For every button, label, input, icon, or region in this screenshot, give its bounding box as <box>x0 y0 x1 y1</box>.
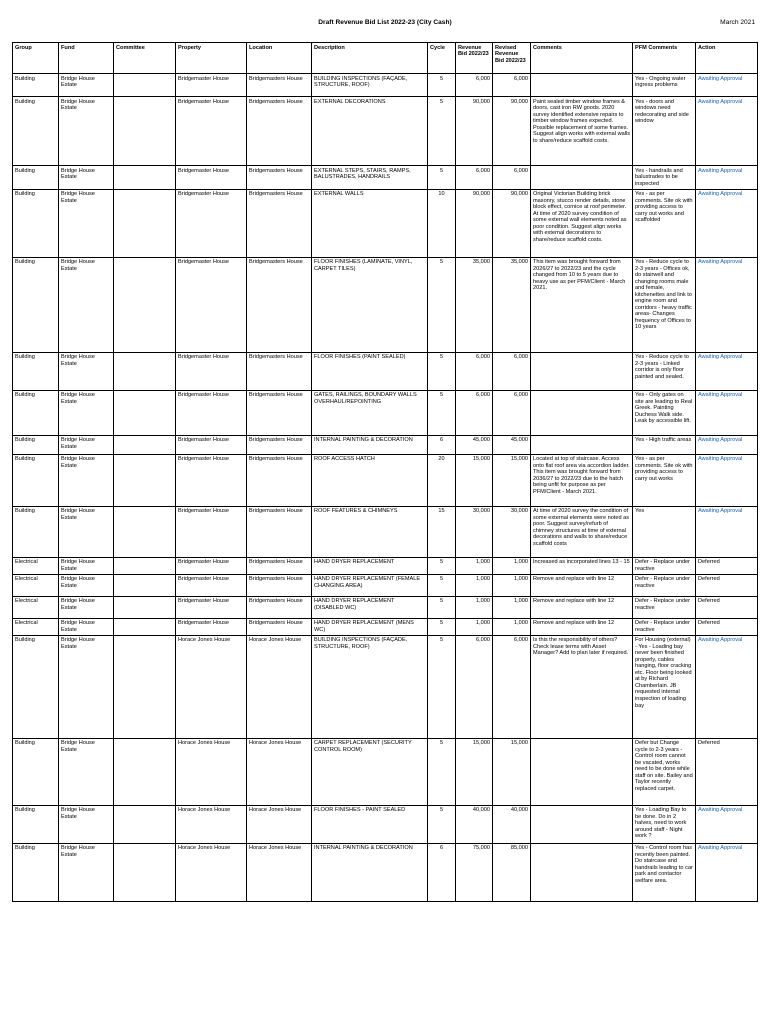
cell-description: GATES, RAILINGS, BOUNDARY WALLS OVERHAUL/REPOINTING <box>312 390 428 435</box>
table-row <box>13 352 758 390</box>
cell-action: Deferred <box>696 738 758 805</box>
cell-group: Electrical <box>13 557 59 574</box>
cell-description: ROOF FEATURES & CHIMNEYS <box>312 506 428 557</box>
cell-location: Bridgemasters House <box>247 454 312 506</box>
column-header-property: Property <box>176 43 247 74</box>
cell-comments: Is this the responsibility of others? Check lease terms with Asset Manager? Add to plan later if required. <box>531 635 633 738</box>
cell-fund: Bridge House Estate <box>59 189 114 257</box>
cell-revised-bid: 35,000 <box>493 257 531 352</box>
cell-revenue-bid: 90,000 <box>456 97 493 166</box>
cell-action: Awaiting Approval <box>696 454 758 506</box>
table-row <box>13 435 758 454</box>
cell-comments <box>531 74 633 97</box>
cell-committee <box>114 738 176 805</box>
cell-committee <box>114 506 176 557</box>
column-header-pfm-comments: PFM Comments <box>633 43 696 74</box>
cell-fund: Bridge House Estate <box>59 390 114 435</box>
cell-description: INTERNAL PAINTING & DECORATION <box>312 843 428 901</box>
cell-group: Building <box>13 843 59 901</box>
cell-action: Awaiting Approval <box>696 166 758 190</box>
cell-revenue-bid: 40,000 <box>456 805 493 843</box>
cell-revenue-bid: 90,000 <box>456 189 493 257</box>
cell-pfm-comments: Defer - Replace under reactive <box>633 574 696 596</box>
cell-committee <box>114 596 176 618</box>
table-row <box>13 635 758 738</box>
column-header-revenue-bid: Revenue Bid 2022/23 <box>456 43 493 74</box>
cell-location: Bridgemasters House <box>247 352 312 390</box>
cell-description: INTERNAL PAINTING & DECORATION <box>312 435 428 454</box>
cell-pfm-comments: Defer - Replace under reactive <box>633 618 696 635</box>
table-row <box>13 557 758 574</box>
cell-location: Bridgemasters House <box>247 166 312 190</box>
cell-location: Horace Jones House <box>247 635 312 738</box>
cell-action: Awaiting Approval <box>696 257 758 352</box>
cell-revenue-bid: 6,000 <box>456 166 493 190</box>
cell-cycle: 5 <box>428 574 456 596</box>
cell-location: Bridgemasters House <box>247 435 312 454</box>
cell-location: Bridgemasters House <box>247 74 312 97</box>
cell-revenue-bid: 6,000 <box>456 74 493 97</box>
cell-group: Building <box>13 74 59 97</box>
cell-property: Bridgemaster House <box>176 557 247 574</box>
cell-revenue-bid: 1,000 <box>456 618 493 635</box>
cell-property: Bridgemaster House <box>176 506 247 557</box>
cell-description: ROOF ACCESS HATCH <box>312 454 428 506</box>
cell-revenue-bid: 75,000 <box>456 843 493 901</box>
cell-description: EXTERNAL WALLS <box>312 189 428 257</box>
cell-property: Horace Jones House <box>176 805 247 843</box>
cell-property: Bridgemaster House <box>176 257 247 352</box>
cell-property: Bridgemaster House <box>176 454 247 506</box>
cell-cycle: 5 <box>428 596 456 618</box>
cell-revised-bid: 6,000 <box>493 635 531 738</box>
cell-revised-bid: 90,000 <box>493 189 531 257</box>
table-row <box>13 596 758 618</box>
cell-location: Bridgemasters House <box>247 618 312 635</box>
cell-property: Horace Jones House <box>176 843 247 901</box>
cell-cycle: 10 <box>428 189 456 257</box>
cell-fund: Bridge House Estate <box>59 805 114 843</box>
cell-property: Bridgemaster House <box>176 166 247 190</box>
cell-committee <box>114 390 176 435</box>
cell-cycle: 6 <box>428 435 456 454</box>
table-body <box>13 74 758 902</box>
cell-revenue-bid: 1,000 <box>456 596 493 618</box>
cell-pfm-comments: Yes - Control room has recently been painted. Do staircase and handrails leading to car park and contactor welfare area. <box>633 843 696 901</box>
column-header-group: Group <box>13 43 59 74</box>
cell-cycle: 5 <box>428 97 456 166</box>
cell-revised-bid: 1,000 <box>493 574 531 596</box>
cell-group: Building <box>13 454 59 506</box>
cell-location: Bridgemasters House <box>247 557 312 574</box>
cell-revised-bid: 40,000 <box>493 805 531 843</box>
cell-property: Bridgemaster House <box>176 97 247 166</box>
cell-group: Building <box>13 352 59 390</box>
cell-location: Bridgemasters House <box>247 257 312 352</box>
cell-comments <box>531 166 633 190</box>
cell-cycle: 5 <box>428 166 456 190</box>
cell-location: Bridgemasters House <box>247 596 312 618</box>
cell-committee <box>114 843 176 901</box>
cell-revised-bid: 45,000 <box>493 435 531 454</box>
cell-revised-bid: 1,000 <box>493 618 531 635</box>
cell-committee <box>114 618 176 635</box>
cell-cycle: 5 <box>428 738 456 805</box>
cell-property: Bridgemaster House <box>176 435 247 454</box>
cell-revenue-bid: 35,000 <box>456 257 493 352</box>
cell-pfm-comments: Yes - High traffic areas <box>633 435 696 454</box>
cell-fund: Bridge House Estate <box>59 843 114 901</box>
cell-group: Building <box>13 189 59 257</box>
cell-property: Horace Jones House <box>176 738 247 805</box>
cell-pfm-comments: For Housing (external) - Yes - Loading bay never been finished properly, cables hanging, floor cracking etc. Floor being looked at by Richard Chamberlain. JB requested internal inspection of loading bay <box>633 635 696 738</box>
column-header-fund: Fund <box>59 43 114 74</box>
cell-cycle: 20 <box>428 454 456 506</box>
cell-property: Horace Jones House <box>176 635 247 738</box>
column-header-cycle: Cycle <box>428 43 456 74</box>
cell-comments: Remove and replace with line 12 <box>531 596 633 618</box>
table-row <box>13 74 758 97</box>
cell-action: Deferred <box>696 557 758 574</box>
cell-cycle: 5 <box>428 352 456 390</box>
revenue-bid-table <box>12 42 758 902</box>
cell-pfm-comments: Yes - Loading Bay to be done. Do in 2 halves, need to work around staff - Night work ? <box>633 805 696 843</box>
cell-pfm-comments: Yes - as per comments. Site ok with providing access to carry out works <box>633 454 696 506</box>
cell-committee <box>114 805 176 843</box>
cell-description: HAND DRYER REPLACEMENT <box>312 557 428 574</box>
table-row <box>13 805 758 843</box>
cell-cycle: 5 <box>428 74 456 97</box>
cell-fund: Bridge House Estate <box>59 257 114 352</box>
cell-comments: At time of 2020 survey the condition of some external elements were noted as poor. Suggest survey/refurb of chimney structures at time of external decorations and walls to share/reduce scaffold costs <box>531 506 633 557</box>
cell-property: Bridgemaster House <box>176 596 247 618</box>
cell-fund: Bridge House Estate <box>59 618 114 635</box>
cell-property: Bridgemaster House <box>176 574 247 596</box>
cell-committee <box>114 166 176 190</box>
cell-fund: Bridge House Estate <box>59 454 114 506</box>
cell-fund: Bridge House Estate <box>59 596 114 618</box>
cell-comments <box>531 843 633 901</box>
column-header-committee: Committee <box>114 43 176 74</box>
cell-action: Awaiting Approval <box>696 74 758 97</box>
table-row <box>13 454 758 506</box>
cell-pfm-comments: Defer but Change cycle to 2-3 years - Control room cannot be vacated, works need to be done while staff on site. Bailey and Taylor recently replaced carpet. <box>633 738 696 805</box>
cell-location: Bridgemasters House <box>247 390 312 435</box>
table-row <box>13 843 758 901</box>
cell-revenue-bid: 6,000 <box>456 390 493 435</box>
cell-committee <box>114 574 176 596</box>
table-row <box>13 189 758 257</box>
table-row <box>13 574 758 596</box>
cell-action: Awaiting Approval <box>696 189 758 257</box>
cell-comments <box>531 435 633 454</box>
cell-description: HAND DRYER REPLACEMENT (MENS WC) <box>312 618 428 635</box>
table-header-row <box>13 43 758 74</box>
cell-pfm-comments: Yes - handrails and balustrades to be inspected <box>633 166 696 190</box>
table-row <box>13 257 758 352</box>
cell-pfm-comments: Yes - Reduce cycle to 2-3 years - Linked corridor is only floor painted and sealed. <box>633 352 696 390</box>
cell-committee <box>114 257 176 352</box>
cell-revised-bid: 15,000 <box>493 454 531 506</box>
cell-comments: This item was brought forward from 2026/27 to 2022/23 and the cycle changed from 10 to 5 years due to heavy use as per PFM/Client - March 2021. <box>531 257 633 352</box>
cell-group: Building <box>13 435 59 454</box>
cell-comments <box>531 738 633 805</box>
cell-revised-bid: 90,000 <box>493 97 531 166</box>
cell-cycle: 5 <box>428 257 456 352</box>
cell-revenue-bid: 15,000 <box>456 454 493 506</box>
cell-committee <box>114 635 176 738</box>
column-header-revised-bid: Revised Revenue Bid 2022/23 <box>493 43 531 74</box>
document-title: Draft Revenue Bid List 2022-23 (City Cash) <box>318 19 452 26</box>
cell-description: BUILDING INSPECTIONS (FAÇADE, STRUCTURE, ROOF) <box>312 74 428 97</box>
cell-fund: Bridge House Estate <box>59 435 114 454</box>
cell-location: Bridgemasters House <box>247 97 312 166</box>
cell-property: Bridgemaster House <box>176 189 247 257</box>
cell-cycle: 5 <box>428 618 456 635</box>
cell-group: Building <box>13 97 59 166</box>
cell-revenue-bid: 30,000 <box>456 506 493 557</box>
cell-cycle: 5 <box>428 557 456 574</box>
cell-revenue-bid: 45,000 <box>456 435 493 454</box>
cell-description: BUILDING INSPECTIONS (FAÇADE, STRUCTURE, ROOF) <box>312 635 428 738</box>
cell-committee <box>114 189 176 257</box>
cell-action: Awaiting Approval <box>696 506 758 557</box>
cell-revenue-bid: 1,000 <box>456 574 493 596</box>
cell-cycle: 15 <box>428 506 456 557</box>
cell-revised-bid: 30,000 <box>493 506 531 557</box>
cell-pfm-comments: Yes <box>633 506 696 557</box>
table-row <box>13 618 758 635</box>
cell-group: Electrical <box>13 618 59 635</box>
cell-cycle: 5 <box>428 635 456 738</box>
cell-description: FLOOR FINISHES - PAINT SEALED <box>312 805 428 843</box>
column-header-description: Description <box>312 43 428 74</box>
cell-committee <box>114 435 176 454</box>
cell-action: Awaiting Approval <box>696 390 758 435</box>
cell-action: Awaiting Approval <box>696 352 758 390</box>
cell-pfm-comments: Yes - Reduce cycle to 2-3 years - Offices ok, do stairwell and changing rooms male and female, kitchenettes and link to engine room and corridors - heavy traffic areas- Changes frequency of Offices to 10 years <box>633 257 696 352</box>
cell-pfm-comments: Yes - Ongoing water ingress problems <box>633 74 696 97</box>
cell-committee <box>114 352 176 390</box>
cell-description: HAND DRYER REPLACEMENT (FEMALE CHANGING AREA) <box>312 574 428 596</box>
cell-revised-bid: 15,000 <box>493 738 531 805</box>
cell-group: Building <box>13 390 59 435</box>
cell-group: Building <box>13 738 59 805</box>
cell-action: Deferred <box>696 618 758 635</box>
cell-location: Bridgemasters House <box>247 506 312 557</box>
cell-group: Building <box>13 506 59 557</box>
cell-description: FLOOR FINISHES (LAMINATE, VINYL, CARPET TILES) <box>312 257 428 352</box>
cell-action: Awaiting Approval <box>696 635 758 738</box>
cell-description: EXTERNAL STEPS, STAIRS, RAMPS, BALUSTRADES, HANDRAILS <box>312 166 428 190</box>
cell-description: CARPET REPLACEMENT (SECURITY CONTROL ROOM) <box>312 738 428 805</box>
cell-comments: Remove and replace with line 12 <box>531 618 633 635</box>
cell-location: Horace Jones House <box>247 805 312 843</box>
cell-location: Horace Jones House <box>247 738 312 805</box>
cell-revised-bid: 6,000 <box>493 166 531 190</box>
cell-fund: Bridge House Estate <box>59 574 114 596</box>
cell-location: Bridgemasters House <box>247 189 312 257</box>
cell-action: Awaiting Approval <box>696 843 758 901</box>
document-date: March 2021 <box>720 19 755 26</box>
cell-revised-bid: 85,000 <box>493 843 531 901</box>
cell-location: Bridgemasters House <box>247 574 312 596</box>
cell-action: Awaiting Approval <box>696 97 758 166</box>
cell-revised-bid: 6,000 <box>493 390 531 435</box>
cell-group: Building <box>13 635 59 738</box>
column-header-action: Action <box>696 43 758 74</box>
cell-fund: Bridge House Estate <box>59 506 114 557</box>
cell-group: Building <box>13 805 59 843</box>
cell-description: HAND DRYER REPLACEMENT (DISABLED WC) <box>312 596 428 618</box>
cell-revised-bid: 1,000 <box>493 596 531 618</box>
cell-committee <box>114 557 176 574</box>
table-row <box>13 738 758 805</box>
cell-property: Bridgemaster House <box>176 618 247 635</box>
cell-comments <box>531 390 633 435</box>
cell-cycle: 6 <box>428 843 456 901</box>
table-row <box>13 506 758 557</box>
table-row <box>13 166 758 190</box>
cell-property: Bridgemaster House <box>176 352 247 390</box>
cell-revenue-bid: 1,000 <box>456 557 493 574</box>
cell-property: Bridgemaster House <box>176 390 247 435</box>
cell-revised-bid: 1,000 <box>493 557 531 574</box>
cell-revised-bid: 6,000 <box>493 352 531 390</box>
cell-description: FLOOR FINISHES (PAINT SEALED) <box>312 352 428 390</box>
cell-group: Electrical <box>13 574 59 596</box>
cell-property: Bridgemaster House <box>176 74 247 97</box>
cell-pfm-comments: Yes - as per comments. Site ok with providing access to carry out works and scaffolded <box>633 189 696 257</box>
cell-committee <box>114 74 176 97</box>
cell-comments: Remove and replace with line 12 <box>531 574 633 596</box>
cell-comments <box>531 352 633 390</box>
cell-group: Electrical <box>13 596 59 618</box>
table-row <box>13 97 758 166</box>
cell-fund: Bridge House Estate <box>59 166 114 190</box>
cell-fund: Bridge House Estate <box>59 97 114 166</box>
cell-group: Building <box>13 166 59 190</box>
column-header-location: Location <box>247 43 312 74</box>
cell-comments <box>531 805 633 843</box>
cell-action: Deferred <box>696 574 758 596</box>
cell-revenue-bid: 6,000 <box>456 352 493 390</box>
cell-revenue-bid: 15,000 <box>456 738 493 805</box>
cell-action: Awaiting Approval <box>696 805 758 843</box>
cell-committee <box>114 97 176 166</box>
cell-cycle: 5 <box>428 390 456 435</box>
cell-action: Awaiting Approval <box>696 435 758 454</box>
cell-pfm-comments: Yes - Only gates on site are leading to Real Greek. Painting Duchess Walk side. Leak by accessible lift. <box>633 390 696 435</box>
cell-revised-bid: 6,000 <box>493 74 531 97</box>
cell-comments: Original Victorian Building brick masonry, stucco render details, stone block effect, cornice at roof perimeter. At time of 2020 survey condition of some external wall elements noted as poor condition. Suggest align works with external decorations to share/reduce scaffold costs. <box>531 189 633 257</box>
cell-comments: Located at top of staircase. Access onto flat roof area via accordion ladder. This item was brought forward from 2036/27 to 2022/23 due to the hatch being unfit for purpose as per PFM/Client - March 2021. <box>531 454 633 506</box>
cell-fund: Bridge House Estate <box>59 738 114 805</box>
cell-comments: Increased as incorporated lines 13 - 15 <box>531 557 633 574</box>
cell-committee <box>114 454 176 506</box>
cell-action: Deferred <box>696 596 758 618</box>
cell-fund: Bridge House Estate <box>59 352 114 390</box>
cell-cycle: 5 <box>428 805 456 843</box>
cell-pfm-comments: Yes - doors and windows need redecorating and side window <box>633 97 696 166</box>
cell-revenue-bid: 6,000 <box>456 635 493 738</box>
cell-fund: Bridge House Estate <box>59 635 114 738</box>
cell-fund: Bridge House Estate <box>59 557 114 574</box>
cell-fund: Bridge House Estate <box>59 74 114 97</box>
table-row <box>13 390 758 435</box>
cell-pfm-comments: Defer - Replace under reactive <box>633 596 696 618</box>
column-header-comments: Comments <box>531 43 633 74</box>
cell-group: Building <box>13 257 59 352</box>
cell-location: Horace Jones House <box>247 843 312 901</box>
cell-comments: Paint sealed timber window frames & doors, cast iron RW goods. 2020 survey identified extensive repairs to timber window frames expected. Possible replacement of some frames. Suggest align works with external walls to share/reduce scaffold costs. <box>531 97 633 166</box>
cell-pfm-comments: Defer - Replace under reactive <box>633 557 696 574</box>
cell-description: EXTERNAL DECORATIONS <box>312 97 428 166</box>
